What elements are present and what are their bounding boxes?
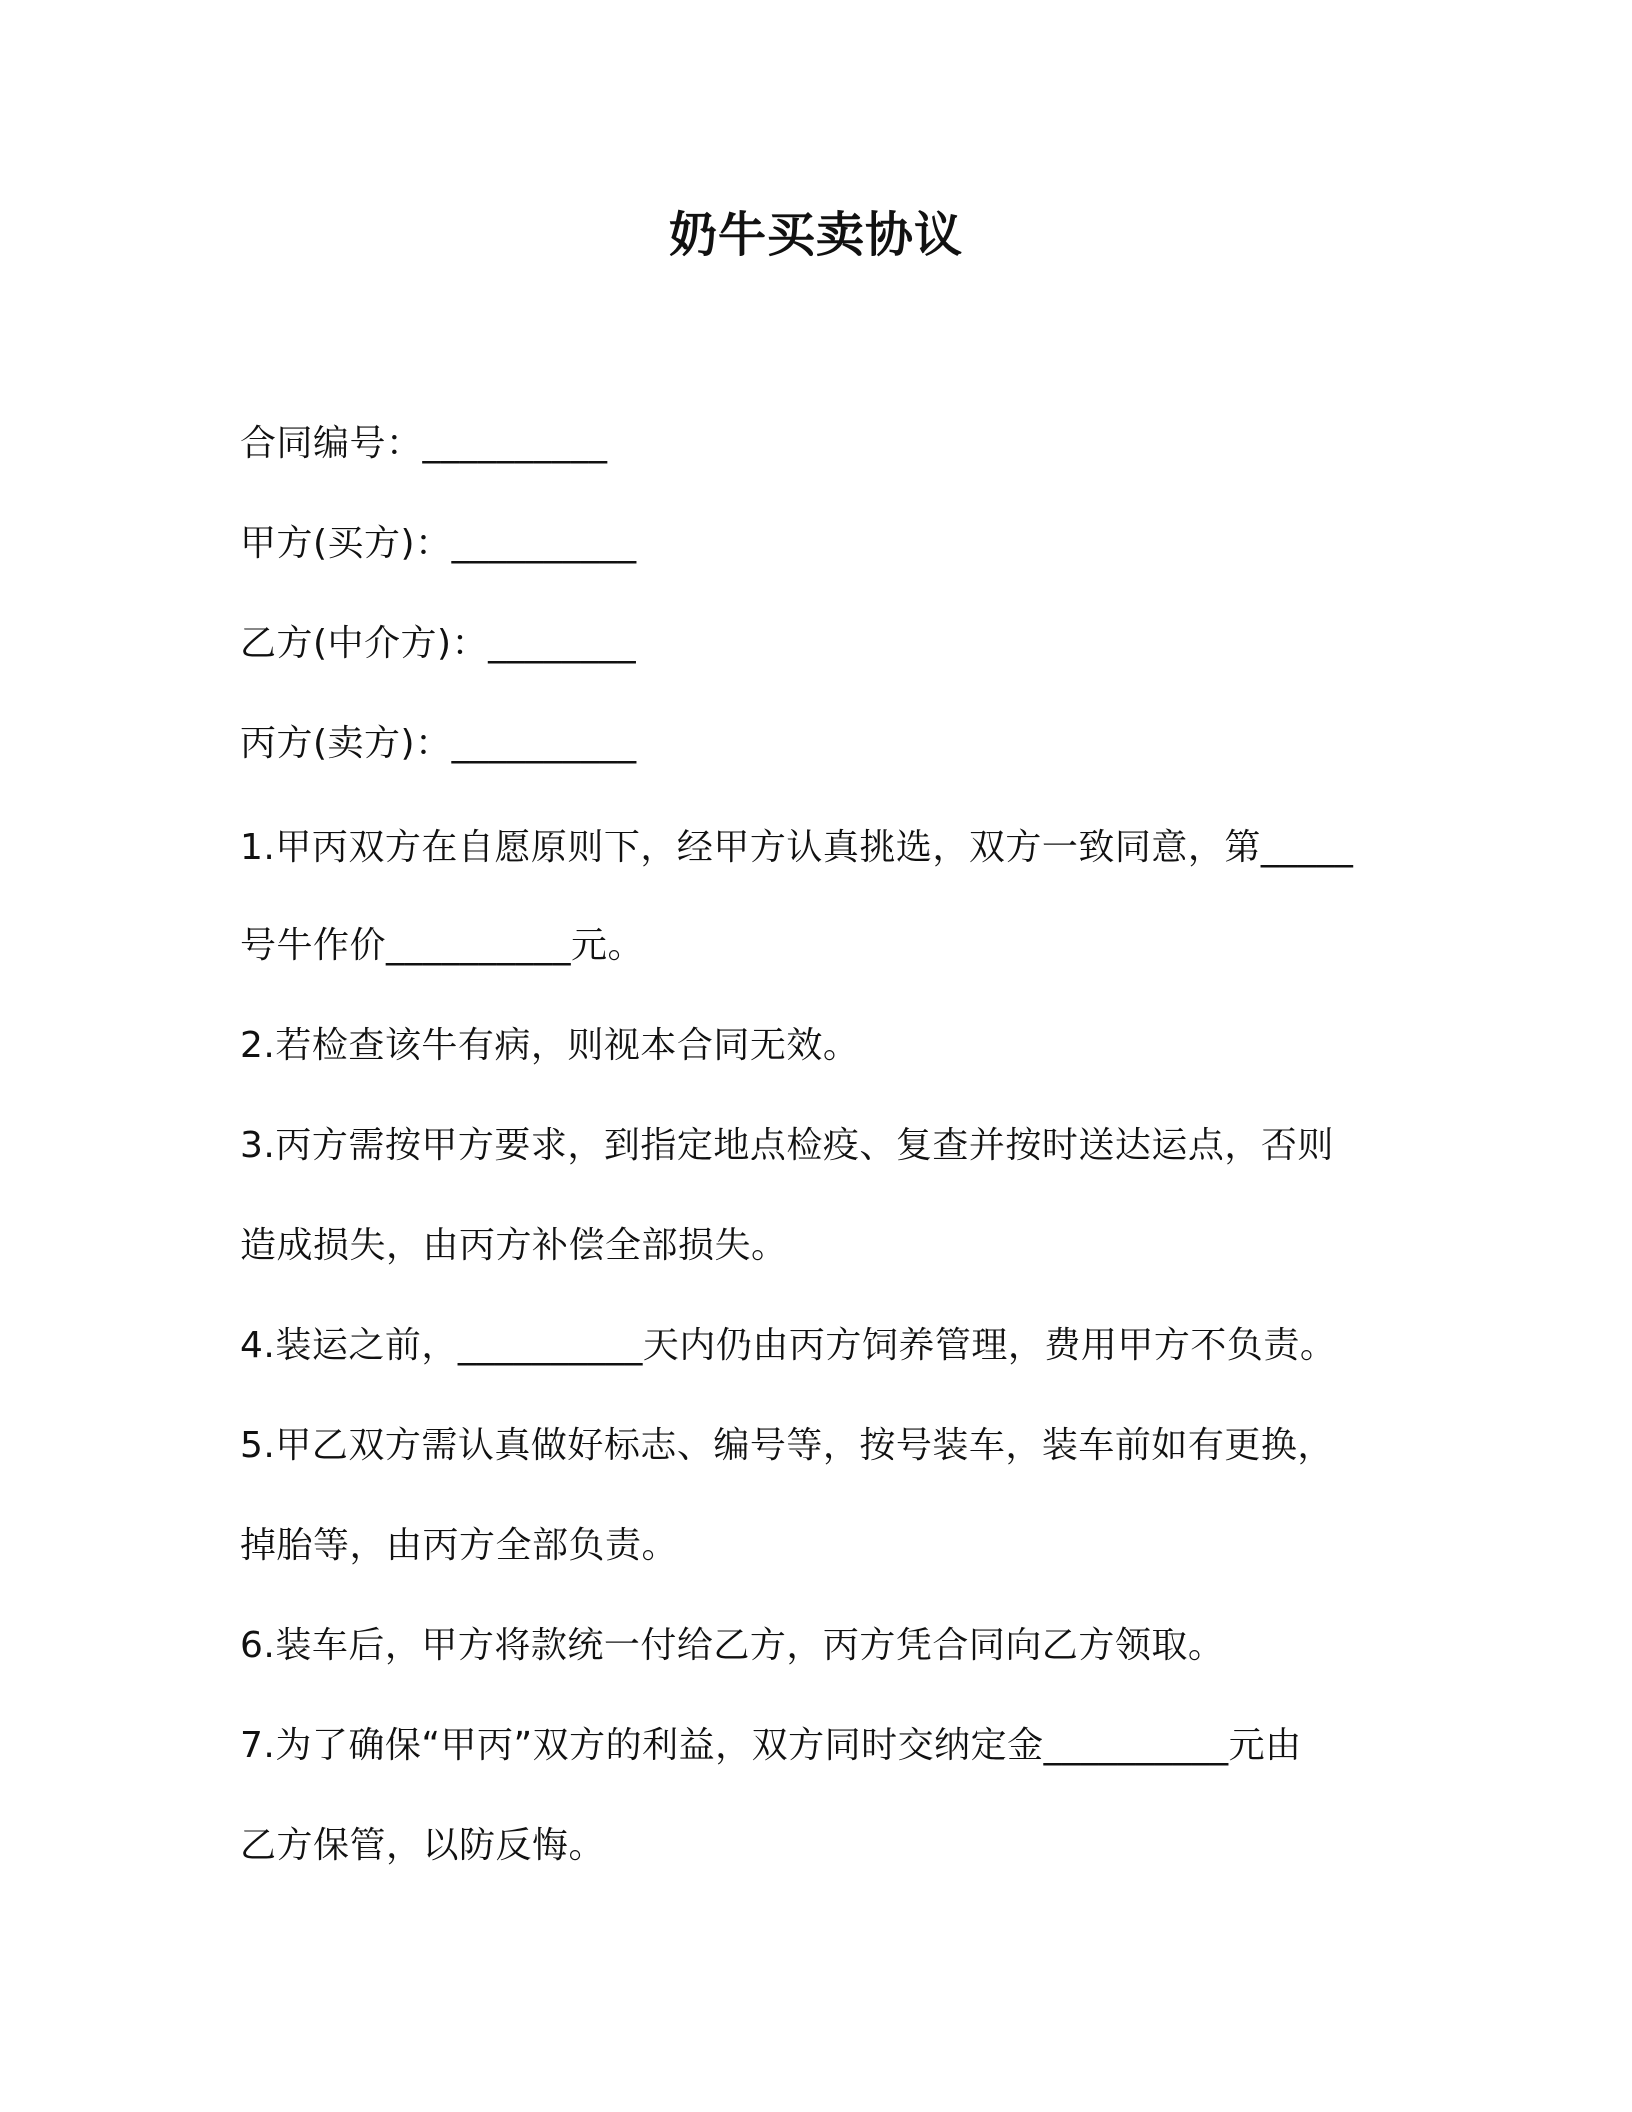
clause-1-line-1: 1.甲丙双方在自愿原则下，经甲方认真挑选，双方一致同意，第_____ (240, 827, 1354, 868)
clause-5-line-2: 掉胎等，由丙方全部负责。 (240, 1525, 679, 1566)
clause-5-line-1: 5.甲乙双方需认真做好标志、编号等，按号装车，装车前如有更换， (240, 1425, 1334, 1466)
document-title: 奶牛买卖协议 (668, 207, 963, 263)
party-c-field: 丙方(卖方)：__________ (240, 723, 637, 764)
clause-3-line-1: 3.丙方需按甲方要求，到指定地点检疫、复查并按时送达运点，否则 (240, 1125, 1334, 1166)
clause-3-line-2: 造成损失，由丙方补偿全部损失。 (240, 1225, 788, 1266)
contract-number-field: 合同编号：__________ (240, 423, 608, 464)
party-a-field: 甲方(买方)：__________ (240, 523, 637, 564)
clause-7-line-2: 乙方保管，以防反悔。 (240, 1825, 606, 1866)
party-b-field: 乙方(中介方)：________ (240, 623, 637, 664)
clause-6: 6.装车后，甲方将款统一付给乙方，丙方凭合同向乙方领取。 (240, 1625, 1225, 1666)
clause-2: 2.若检查该牛有病，则视本合同无效。 (240, 1025, 860, 1066)
clause-1-line-2: 号牛作价__________元。 (240, 925, 645, 966)
clause-4: 4.装运之前，__________天内仍由丙方饲养管理，费用甲方不负责。 (240, 1325, 1337, 1366)
clause-7-line-1: 7.为了确保“甲丙”双方的利益，双方同时交纳定金__________元由 (240, 1725, 1302, 1766)
